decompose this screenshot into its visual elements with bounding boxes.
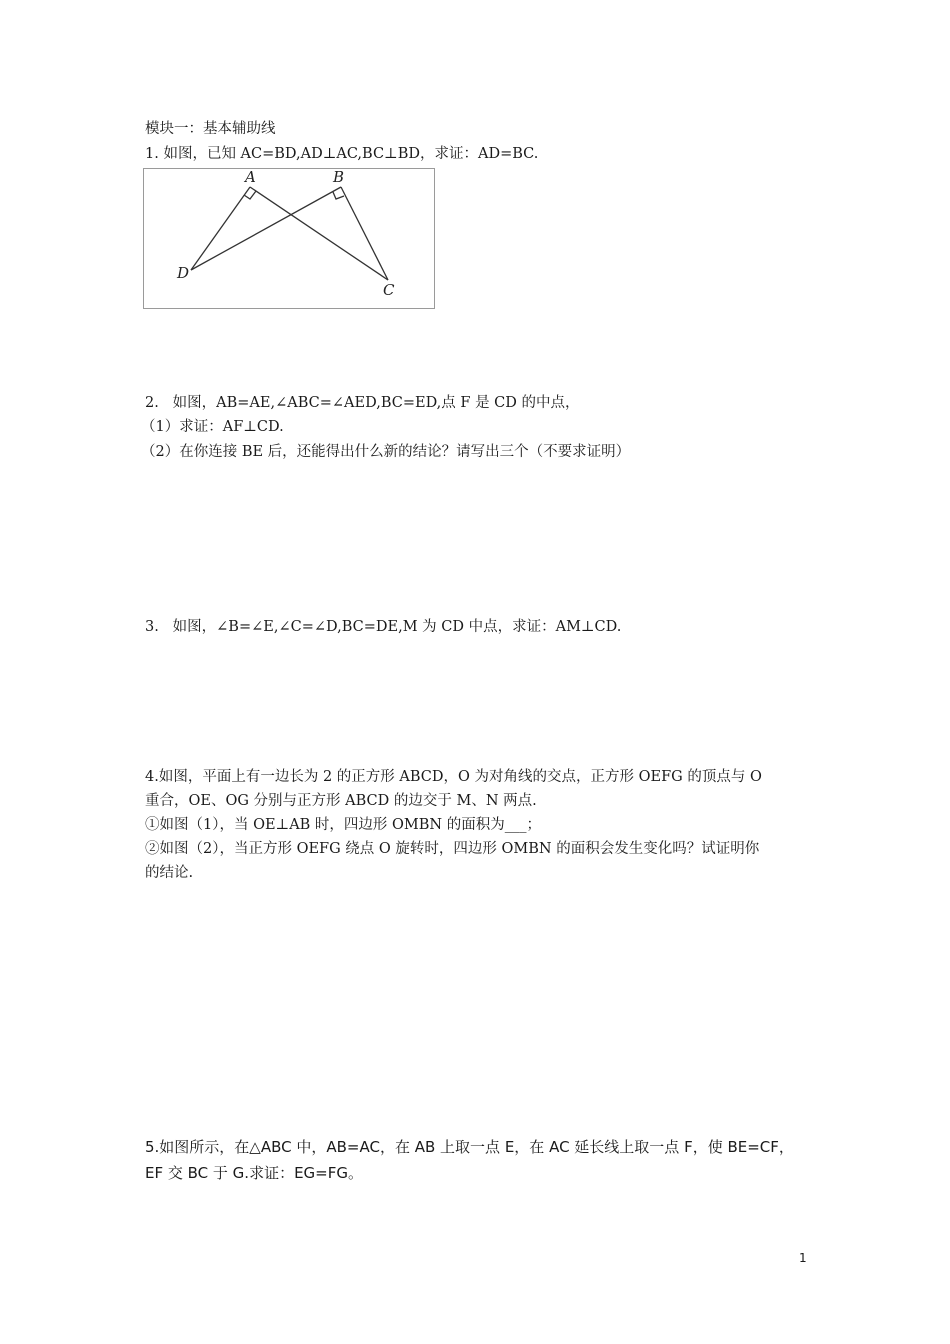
question-2-part-1: （1）求证：AF⊥CD. <box>141 419 284 435</box>
label-c: C <box>383 281 395 299</box>
segment-bc <box>341 187 388 280</box>
question-2-text: 2. 如图，AB=AE,∠ABC=∠AED,BC=ED,点 F 是 CD 的中点， <box>145 395 580 411</box>
page-number: 1 <box>799 1251 807 1265</box>
module-title: 模块一：基本辅助线 <box>145 121 276 137</box>
segment-ac <box>250 187 388 280</box>
question-4-line-3: ①如图（1），当 OE⊥AB 时，四边形 OMBN 的面积为___； <box>145 817 541 833</box>
question-5-line-1: 5.如图所示，在△ABC 中，AB=AC，在 AB 上取一点 E，在 AC 延长线上取一点 F，使 BE=CF， <box>145 1138 794 1156</box>
label-b: B <box>333 169 345 186</box>
question-4-line-2: 重合，OE、OG 分别与正方形 ABCD 的边交于 M、N 两点. <box>145 793 537 809</box>
question-2-part-2: （2）在你连接 BE 后，还能得出什么新的结论？请写出三个（不要求证明） <box>141 444 631 460</box>
question-4-line-5: 的结论. <box>145 865 194 881</box>
question-4-line-4: ②如图（2），当正方形 OEFG 绕点 O 旋转时，四边形 OMBN 的面积会发生变化吗？试证明你 <box>145 841 760 857</box>
question-1-figure <box>143 168 435 309</box>
question-4-line-1: 4.如图，平面上有一边长为 2 的正方形 ABCD，O 为对角线的交点，正方形 OEFG 的顶点与 O <box>145 769 762 785</box>
label-d: D <box>177 264 190 282</box>
question-3-text: 3. 如图，∠B=∠E,∠C=∠D,BC=DE,M 为 CD 中点，求证：AM⊥CD. <box>145 619 622 635</box>
question-5-line-2: EF 交 BC 于 G.求证：EG=FG。 <box>145 1164 363 1182</box>
label-a: A <box>245 169 256 186</box>
question-1-text: 1. 如图，已知 AC=BD,AD⊥AC,BC⊥BD，求证：AD=BC. <box>145 146 539 162</box>
right-angle-mark-b <box>333 192 344 199</box>
segment-ad <box>191 187 250 270</box>
segment-bd <box>191 187 341 270</box>
triangle-diagram <box>144 169 436 310</box>
